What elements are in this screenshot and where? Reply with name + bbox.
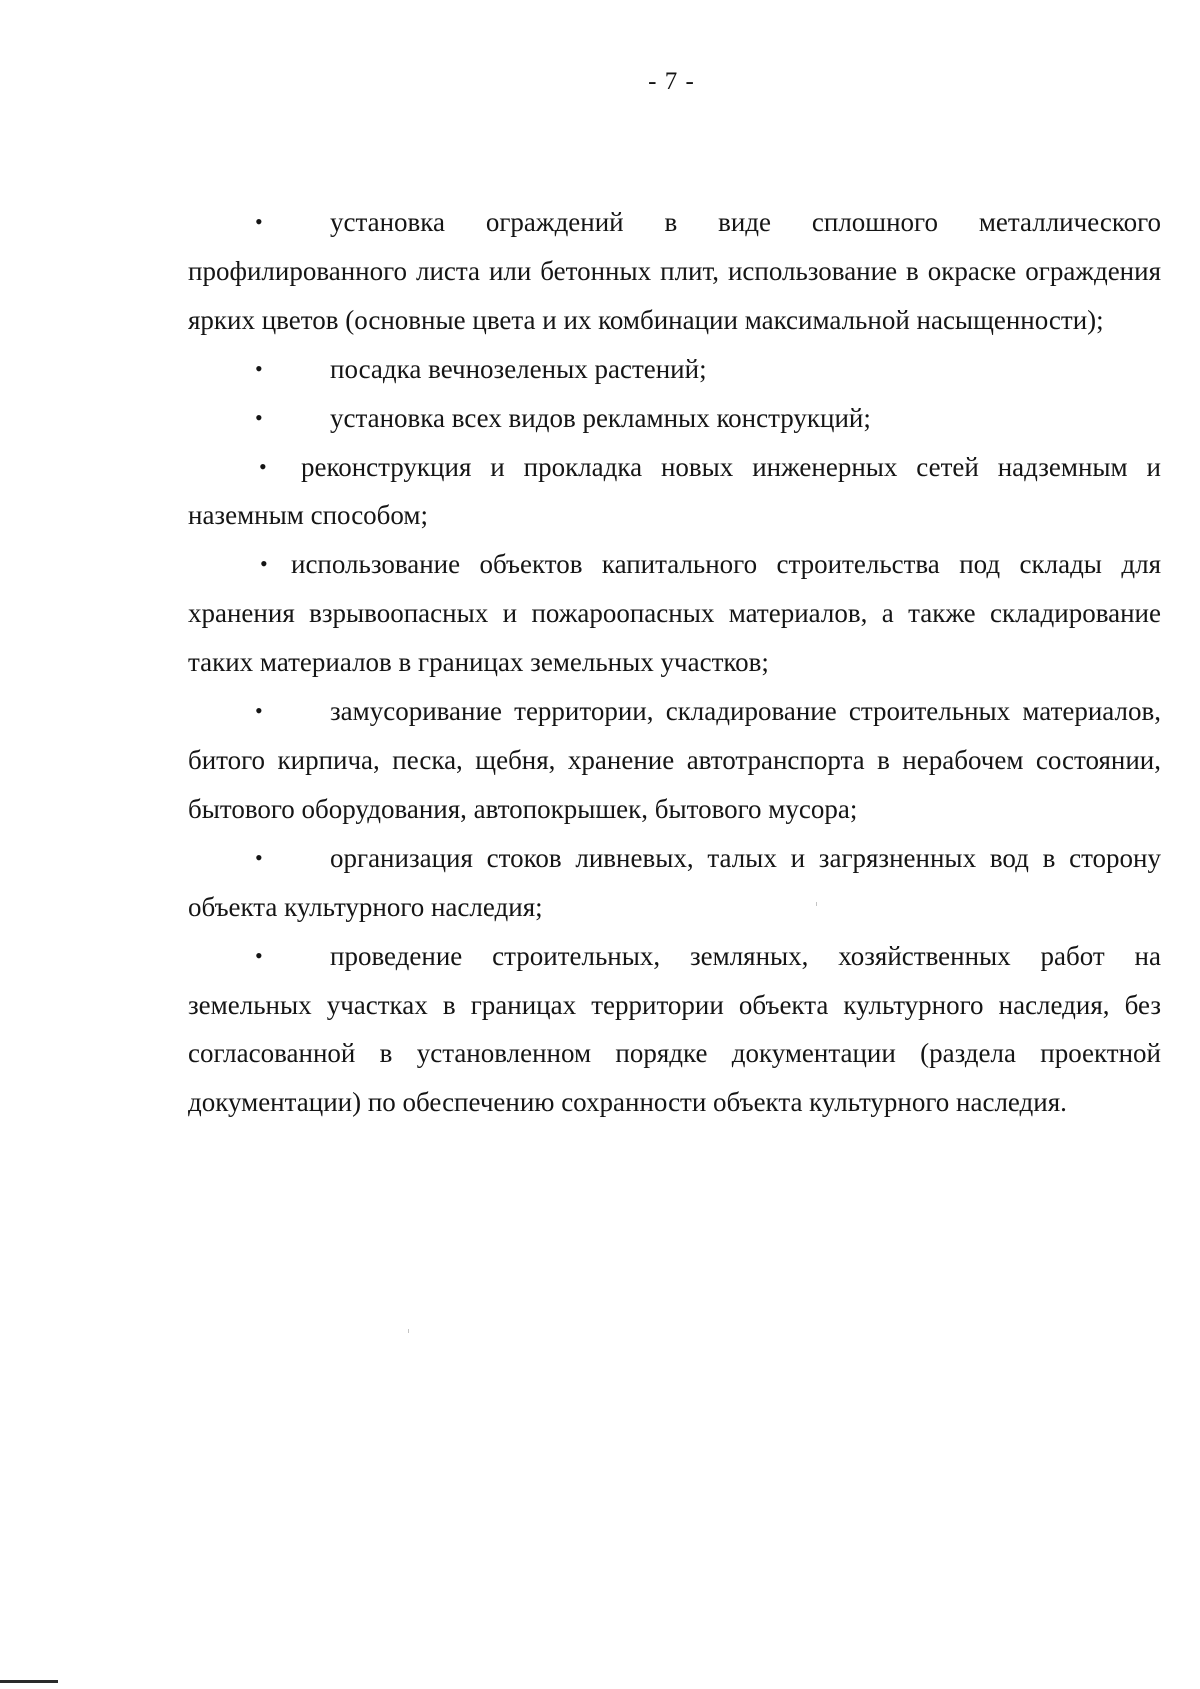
list-item-text: организация стоков ливневых, талых и загрязненных вод в сторону объекта культурного наследия;	[188, 842, 1161, 922]
list-item-text: посадка вечнозеленых растений;	[330, 353, 707, 384]
list-item-text: установка ограждений в виде сплошного металлического профилированного листа или бетонных плит, использование в окраске ограждения ярких цветов (основные цвета и их комбинации максимальной насыщенности);	[188, 207, 1161, 335]
bullet-icon: •	[255, 355, 263, 381]
list-item-text: использование объектов капитального строительства под склады для хранения взрывоопасных и пожароопасных материалов, а также складирование таких материалов в границах земельных участков;	[188, 549, 1161, 678]
bullet-icon: •	[260, 551, 268, 577]
scan-edge-mark	[0, 1680, 58, 1683]
bullet-icon: •	[255, 942, 263, 968]
scan-artifact-tick	[408, 1329, 409, 1333]
bullet-icon: •	[259, 453, 267, 479]
bullet-icon: •	[255, 844, 263, 870]
list-item	[188, 932, 1161, 1128]
list-item	[188, 443, 1161, 541]
list-item	[188, 198, 1161, 345]
page-number: - 7 -	[648, 68, 695, 95]
list-item-text: реконструкция и прокладка новых инженерных сетей надземным и наземным способом;	[188, 451, 1161, 531]
list-item	[188, 394, 1161, 443]
scan-artifact-tick	[816, 902, 817, 906]
bullet-icon: •	[255, 209, 263, 234]
list-item	[188, 834, 1161, 932]
list-item	[188, 540, 1161, 687]
list-item	[188, 687, 1161, 834]
list-item-text: замусоривание территории, складирование строительных материалов, битого кирпича, песка, щебня, хранение автотранспорта в нерабочем состоянии, бытового оборудования, автопокрышек, бытового мусора;	[188, 696, 1161, 824]
list-item	[188, 345, 1161, 394]
bullet-icon: •	[255, 698, 263, 724]
list-item-text: проведение строительных, земляных, хозяйственных работ на земельных участках в границах территории объекта культурного наследия, без согласованной в установленном порядке документации (раздела проектной документации) по обеспечению сохранности объекта культурного наследия.	[188, 940, 1161, 1118]
bullet-icon: •	[255, 404, 263, 430]
list-item-text: установка всех видов рекламных конструкций;	[330, 402, 871, 433]
prohibitions-list	[188, 198, 1161, 1127]
